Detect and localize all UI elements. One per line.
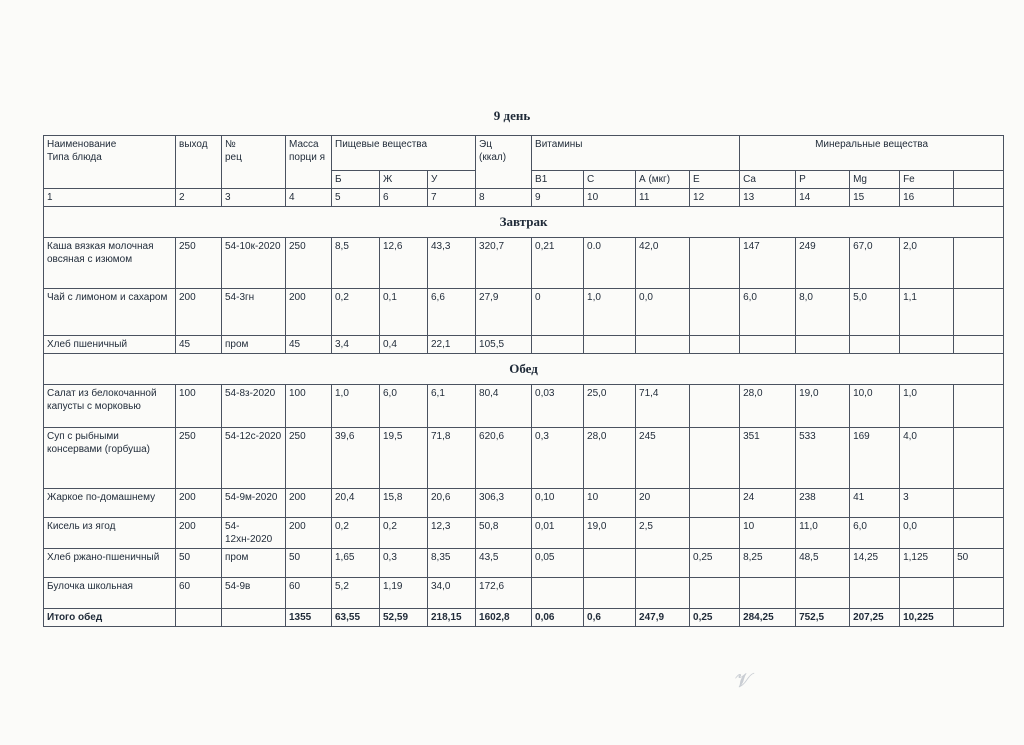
table-cell: 0,0 [636, 289, 690, 336]
total-cell [176, 609, 222, 627]
table-row [44, 428, 1004, 489]
header-a: А (мкг) [636, 171, 690, 189]
table-cell [636, 336, 690, 354]
table-cell [690, 578, 740, 609]
table-cell [636, 549, 690, 578]
total-cell: 52,59 [380, 609, 428, 627]
table-cell [690, 336, 740, 354]
table-cell: 245 [636, 428, 690, 489]
column-number: 7 [428, 189, 476, 207]
table-cell: 19,0 [584, 518, 636, 549]
table-cell: 20,6 [428, 489, 476, 518]
table-cell: 54-10к-2020 [222, 238, 286, 289]
table-cell: 6,1 [428, 385, 476, 428]
table-cell: 0,03 [532, 385, 584, 428]
table-cell [850, 336, 900, 354]
table-cell: 0,01 [532, 518, 584, 549]
table-row [44, 238, 1004, 289]
table-cell [532, 578, 584, 609]
table-cell: 8,35 [428, 549, 476, 578]
header-name: Наименование Типа блюда [44, 136, 176, 189]
column-number: 8 [476, 189, 532, 207]
table-cell: 60 [286, 578, 332, 609]
table-cell: 0,10 [532, 489, 584, 518]
table-cell [584, 336, 636, 354]
table-cell: 10 [740, 518, 796, 549]
table-cell: 54-3гн [222, 289, 286, 336]
column-number: 12 [690, 189, 740, 207]
table-cell: 6,6 [428, 289, 476, 336]
table-cell [850, 578, 900, 609]
table-cell [954, 289, 1004, 336]
table-cell: 14,25 [850, 549, 900, 578]
table-cell: 20 [636, 489, 690, 518]
column-number: 2 [176, 189, 222, 207]
table-cell: 169 [850, 428, 900, 489]
column-number-row [44, 189, 1004, 207]
table-cell: 0,0 [900, 518, 954, 549]
table-cell [954, 489, 1004, 518]
table-cell [740, 578, 796, 609]
table-cell: 54-12хн-2020 [222, 518, 286, 549]
table-cell: 100 [176, 385, 222, 428]
table-cell: 71,4 [636, 385, 690, 428]
table-row [44, 385, 1004, 428]
table-cell [532, 336, 584, 354]
column-number: 6 [380, 189, 428, 207]
header-p: Р [796, 171, 850, 189]
total-cell [222, 609, 286, 627]
header-extra [954, 171, 1004, 189]
table-cell: 147 [740, 238, 796, 289]
table-row [44, 518, 1004, 549]
column-number: 13 [740, 189, 796, 207]
table-cell [636, 578, 690, 609]
header-output: выход [176, 136, 222, 189]
table-cell: 1,1 [900, 289, 954, 336]
table-cell: 533 [796, 428, 850, 489]
table-cell [954, 428, 1004, 489]
dish-name: Кисель из ягод [44, 518, 176, 549]
dish-name: Хлеб ржано-пшеничный [44, 549, 176, 578]
column-number: 1 [44, 189, 176, 207]
total-cell: 284,25 [740, 609, 796, 627]
table-cell: 12,3 [428, 518, 476, 549]
header-mass: Масса порци я [286, 136, 332, 189]
dish-name: Каша вязкая молочная овсяная с изюмом [44, 238, 176, 289]
table-cell: 54-9в [222, 578, 286, 609]
column-number: 5 [332, 189, 380, 207]
table-cell: 1,0 [584, 289, 636, 336]
table-cell: 5,2 [332, 578, 380, 609]
table-cell: пром [222, 549, 286, 578]
table-cell: 28,0 [584, 428, 636, 489]
table-cell: 1,0 [900, 385, 954, 428]
header-nutrients: Пищевые вещества [332, 136, 476, 171]
table-cell: 11,0 [796, 518, 850, 549]
table-cell [690, 238, 740, 289]
table-cell: 0,2 [332, 289, 380, 336]
table-cell: 250 [176, 428, 222, 489]
table-cell: 50 [176, 549, 222, 578]
table-cell: 60 [176, 578, 222, 609]
table-cell: 41 [850, 489, 900, 518]
table-cell [954, 336, 1004, 354]
table-cell: 1,19 [380, 578, 428, 609]
table-cell: 6,0 [380, 385, 428, 428]
table-cell: 71,8 [428, 428, 476, 489]
scan-mark: 𝓥 [735, 668, 752, 692]
table-cell: 200 [176, 518, 222, 549]
menu-table [43, 135, 1004, 627]
table-cell [584, 578, 636, 609]
table-cell: 43,5 [476, 549, 532, 578]
dish-name: Чай с лимоном и сахаром [44, 289, 176, 336]
table-cell: 45 [286, 336, 332, 354]
total-cell: 218,15 [428, 609, 476, 627]
section-breakfast: Завтрак [44, 207, 1004, 238]
table-cell [740, 336, 796, 354]
table-row [44, 289, 1004, 336]
column-number: 15 [850, 189, 900, 207]
table-cell: 0,4 [380, 336, 428, 354]
table-row [44, 578, 1004, 609]
column-number: 3 [222, 189, 286, 207]
header-vitamins: Витамины [532, 136, 740, 171]
table-cell [690, 428, 740, 489]
table-row [44, 336, 1004, 354]
table-cell: 306,3 [476, 489, 532, 518]
table-cell [954, 578, 1004, 609]
table-cell: 0,3 [380, 549, 428, 578]
column-number-extra [954, 189, 1004, 207]
header-b: Б [332, 171, 380, 189]
table-cell: 0,2 [380, 518, 428, 549]
table-cell: 250 [176, 238, 222, 289]
section-lunch: Обед [44, 354, 1004, 385]
header-recipe: № рец [222, 136, 286, 189]
table-cell: 105,5 [476, 336, 532, 354]
table-cell: 0,1 [380, 289, 428, 336]
table-cell: 6,0 [850, 518, 900, 549]
table-cell: 10,0 [850, 385, 900, 428]
table-cell: 3,4 [332, 336, 380, 354]
total-cell: 10,225 [900, 609, 954, 627]
table-cell: 24 [740, 489, 796, 518]
table-cell: 0,05 [532, 549, 584, 578]
table-cell: 54-8з-2020 [222, 385, 286, 428]
table-cell: 2,0 [900, 238, 954, 289]
dish-name: Хлеб пшеничный [44, 336, 176, 354]
table-cell: 200 [286, 518, 332, 549]
table-cell: 28,0 [740, 385, 796, 428]
table-cell [954, 385, 1004, 428]
header-u: У [428, 171, 476, 189]
table-cell [954, 518, 1004, 549]
table-cell: 0.0 [584, 238, 636, 289]
dish-name: Суп с рыбными консервами (горбуша) [44, 428, 176, 489]
table-cell: 45 [176, 336, 222, 354]
table-cell: 20,4 [332, 489, 380, 518]
table-cell [690, 385, 740, 428]
table-cell: 1,125 [900, 549, 954, 578]
total-label: Итого обед [44, 609, 176, 627]
table-cell: 22,1 [428, 336, 476, 354]
page-title: 9 день [493, 108, 531, 123]
table-cell: 19,5 [380, 428, 428, 489]
table-cell: 25,0 [584, 385, 636, 428]
table-cell: 39,6 [332, 428, 380, 489]
table-cell [690, 289, 740, 336]
table-cell: 100 [286, 385, 332, 428]
table-cell: 200 [286, 289, 332, 336]
dish-name: Булочка школьная [44, 578, 176, 609]
table-cell [796, 336, 850, 354]
table-cell: 15,8 [380, 489, 428, 518]
total-row [44, 609, 1004, 627]
table-cell: пром [222, 336, 286, 354]
dish-name: Салат из белокочанной капусты с морковью [44, 385, 176, 428]
dish-name: Жаркое по-домашнему [44, 489, 176, 518]
table-cell: 8,0 [796, 289, 850, 336]
total-cell: 0,25 [690, 609, 740, 627]
table-cell: 54-12с-2020 [222, 428, 286, 489]
column-number: 11 [636, 189, 690, 207]
total-cell: 207,25 [850, 609, 900, 627]
table-cell: 0,21 [532, 238, 584, 289]
table-cell: 250 [286, 428, 332, 489]
table-cell: 48,5 [796, 549, 850, 578]
table-cell: 1,65 [332, 549, 380, 578]
column-number: 14 [796, 189, 850, 207]
table-cell: 4,0 [900, 428, 954, 489]
table-row [44, 489, 1004, 518]
table-cell [584, 549, 636, 578]
table-cell: 34,0 [428, 578, 476, 609]
total-cell: 63,55 [332, 609, 380, 627]
table-row [44, 549, 1004, 578]
table-cell: 3 [900, 489, 954, 518]
total-cell: 0,6 [584, 609, 636, 627]
header-c: С [584, 171, 636, 189]
header-ca: Са [740, 171, 796, 189]
table-cell: 19,0 [796, 385, 850, 428]
header-b1: В1 [532, 171, 584, 189]
header-zh: Ж [380, 171, 428, 189]
total-cell: 1602,8 [476, 609, 532, 627]
total-cell: 247,9 [636, 609, 690, 627]
table-cell [954, 238, 1004, 289]
table-cell: 54-9м-2020 [222, 489, 286, 518]
table-cell: 50 [286, 549, 332, 578]
table-cell: 2,5 [636, 518, 690, 549]
column-number: 10 [584, 189, 636, 207]
total-cell: 0,06 [532, 609, 584, 627]
table-cell: 8,5 [332, 238, 380, 289]
table-cell: 250 [286, 238, 332, 289]
header-energy: Эц (ккал) [476, 136, 532, 189]
total-cell [954, 609, 1004, 627]
table-cell: 8,25 [740, 549, 796, 578]
table-cell [690, 518, 740, 549]
total-cell: 752,5 [796, 609, 850, 627]
table-cell [900, 578, 954, 609]
table-cell: 1,0 [332, 385, 380, 428]
table-cell: 80,4 [476, 385, 532, 428]
table-cell: 0 [532, 289, 584, 336]
table-cell: 12,6 [380, 238, 428, 289]
header-e: Е [690, 171, 740, 189]
table-cell: 10 [584, 489, 636, 518]
table-cell: 320,7 [476, 238, 532, 289]
table-cell [690, 489, 740, 518]
table-cell: 238 [796, 489, 850, 518]
table-cell: 0,25 [690, 549, 740, 578]
table-cell: 249 [796, 238, 850, 289]
table-cell: 0,2 [332, 518, 380, 549]
column-number: 16 [900, 189, 954, 207]
header-mg: Mg [850, 171, 900, 189]
table-cell: 200 [176, 289, 222, 336]
column-number: 9 [532, 189, 584, 207]
table-cell: 50 [954, 549, 1004, 578]
table-cell: 620,6 [476, 428, 532, 489]
column-number: 4 [286, 189, 332, 207]
total-cell: 1355 [286, 609, 332, 627]
table-cell: 172,6 [476, 578, 532, 609]
table-cell: 67,0 [850, 238, 900, 289]
table-cell: 5,0 [850, 289, 900, 336]
header-fe: Fe [900, 171, 954, 189]
table-cell: 351 [740, 428, 796, 489]
table-cell: 42,0 [636, 238, 690, 289]
table-cell: 50,8 [476, 518, 532, 549]
table-cell: 27,9 [476, 289, 532, 336]
header-minerals: Минеральные вещества [740, 136, 1004, 171]
table-cell: 200 [286, 489, 332, 518]
table-cell: 0,3 [532, 428, 584, 489]
table-cell: 200 [176, 489, 222, 518]
table-cell [900, 336, 954, 354]
table-cell: 43,3 [428, 238, 476, 289]
table-cell: 6,0 [740, 289, 796, 336]
table-cell [796, 578, 850, 609]
